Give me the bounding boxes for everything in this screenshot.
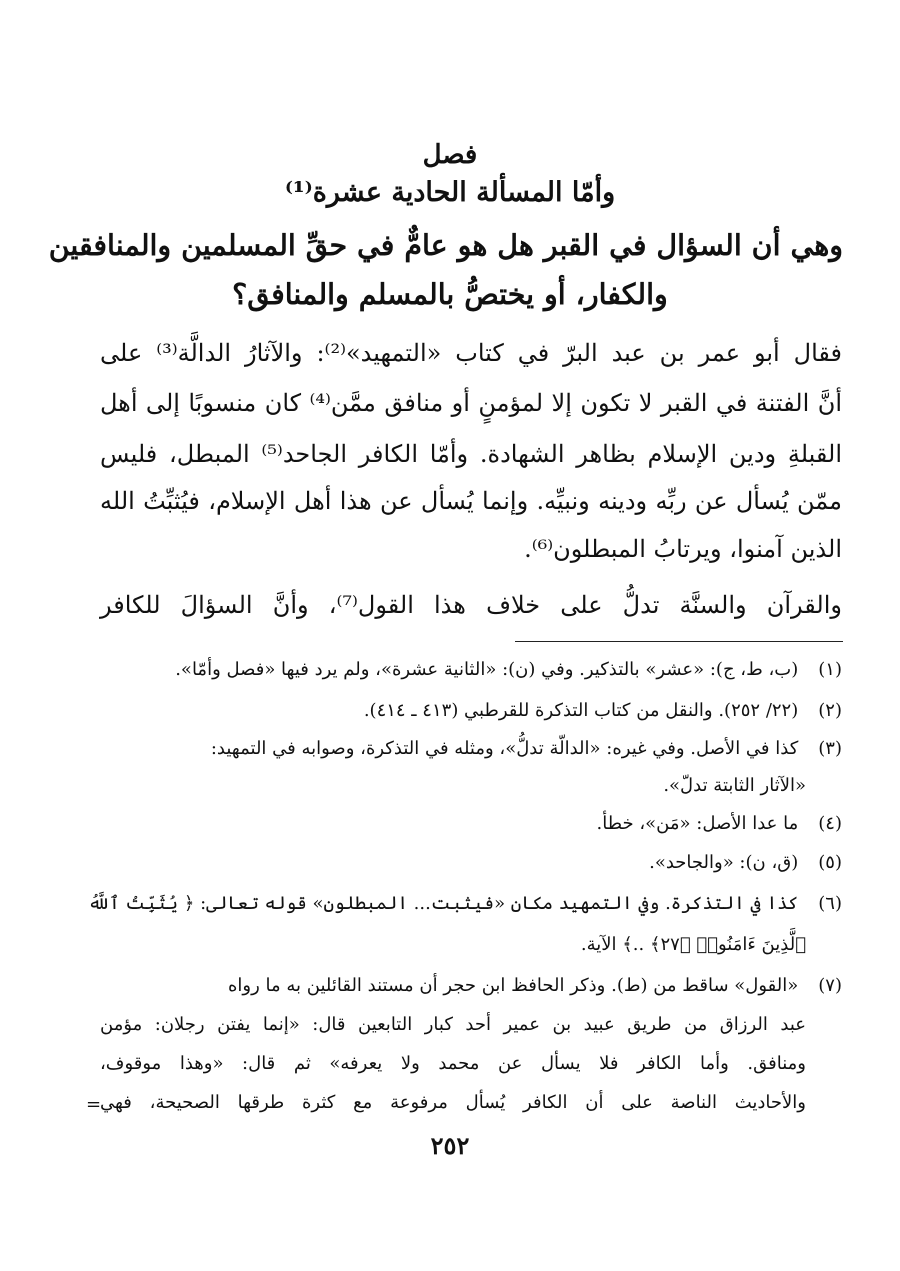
section-heading: فصل xyxy=(422,140,478,170)
body-line: ممّن يُسأل عن ربِّه ودينه ونبيِّه. وإنما يُسأل عن هذا أهل الإسلام، فيُثبِّتُ الله xyxy=(100,487,842,515)
footnote-3-continuation: «الآثار الثابتة تدلّ». xyxy=(663,775,806,796)
footnote-text: (ق، ن): «والجاحد». xyxy=(649,852,799,873)
footnote-number: (٢) xyxy=(818,700,842,721)
footnote-text: «القول» ساقط من (ط). وذكر الحافظ ابن حجر أن مستند القائلين به ما رواه xyxy=(227,975,799,996)
body-line: القبلةِ ودين الإسلام بظاهر الشهادة. وأمّا الكافر الجاحد⁽⁵⁾ المبطل، فليس xyxy=(100,440,843,468)
footnote-3 xyxy=(100,738,842,759)
footnote-text: كذا في الأصل. وفي غيره: «الدالّة تدلُّ»، ومثله في التذكرة، وصوابه في التمهيد: xyxy=(210,738,799,759)
footnote-number: (٦) xyxy=(818,893,842,914)
footnote-7-continuation: عبد الرزاق من طريق عبيد بن عمير أحد كبار التابعين قال: «إنما يفتن رجلان: مؤمن xyxy=(100,1014,806,1035)
footnote-number: (٣) xyxy=(818,738,842,759)
page-number: ٢٥٢ xyxy=(430,1131,470,1160)
footnote-text: (ب، ط، ج): «عشر» بالتذكير. وفي (ن): «الثانية عشرة»، ولم يرد فيها «فصل وأمّا». xyxy=(175,659,799,680)
footnote-text: ما عدا الأصل: «مَن»، خطأ. xyxy=(596,813,799,834)
footnote-number: (٥) xyxy=(818,852,842,873)
footnote-text: كذا في التذكرة. وفي التمهيد مكان «فيثبت... المبطلون» قوله تعالى: ﴿ يُثَبِّتُ ٱللَّهُ xyxy=(88,893,799,914)
footnote-1 xyxy=(100,659,842,680)
issue-heading: وأمّا المسألة الحادية عشرة⁽¹⁾ xyxy=(284,177,616,208)
footnote-text: (٢٢/ ٢٥٢). والنقل من كتاب التذكرة للقرطبي (٤١٣ ـ ٤١٤). xyxy=(363,700,799,721)
footnote-2 xyxy=(100,700,842,721)
footnote-7 xyxy=(100,975,842,996)
question-heading-line-2: والكفار، أو يختصُّ بالمسلم والمنافق؟ xyxy=(232,277,668,311)
continuation-mark: = xyxy=(86,1094,102,1115)
footnote-7-continuation: والأحاديث الناصة على أن الكافر يُسأل مرفوعة مع كثرة طرقها الصحيحة، فهي xyxy=(100,1092,806,1113)
footnote-4 xyxy=(100,813,842,834)
body-line: والقرآن والسنَّة تدلُّ على خلاف هذا القول⁽⁷⁾، وأنَّ السؤالَ للكافر xyxy=(100,591,843,619)
footnote-6-continuation: ٱلَّذِينَ ءَامَنُوا۟ ﴿٢٧﴾ ..﴾ الآية. xyxy=(580,934,806,955)
question-heading-line-1: وهي أن السؤال في القبر هل هو عامٌّ في حقِّ المسلمين والمنافقين xyxy=(48,228,843,262)
body-line: أنَّ الفتنة في القبر لا تكون إلا لمؤمنٍ أو منافق ممَّن⁽⁴⁾ كان منسوبًا إلى أهل xyxy=(100,389,842,417)
footnote-number: (٧) xyxy=(818,975,842,996)
footnote-number: (١) xyxy=(818,659,842,680)
footnote-separator xyxy=(515,641,843,642)
footnote-7-continuation: ومنافق. وأما الكافر فلا يسأل عن محمد ولا يعرفه» ثم قال: «وهذا موقوف، xyxy=(100,1053,806,1074)
footnote-number: (٤) xyxy=(818,813,842,834)
body-line: الذين آمنوا، ويرتابُ المبطلون⁽⁶⁾. xyxy=(524,535,842,563)
footnote-5 xyxy=(100,852,842,873)
body-line: فقال أبو عمر بن عبد البرّ في كتاب «التمهيد»⁽²⁾: والآثارُ الدالَّة⁽³⁾ على xyxy=(100,339,842,367)
footnote-6 xyxy=(88,893,842,914)
